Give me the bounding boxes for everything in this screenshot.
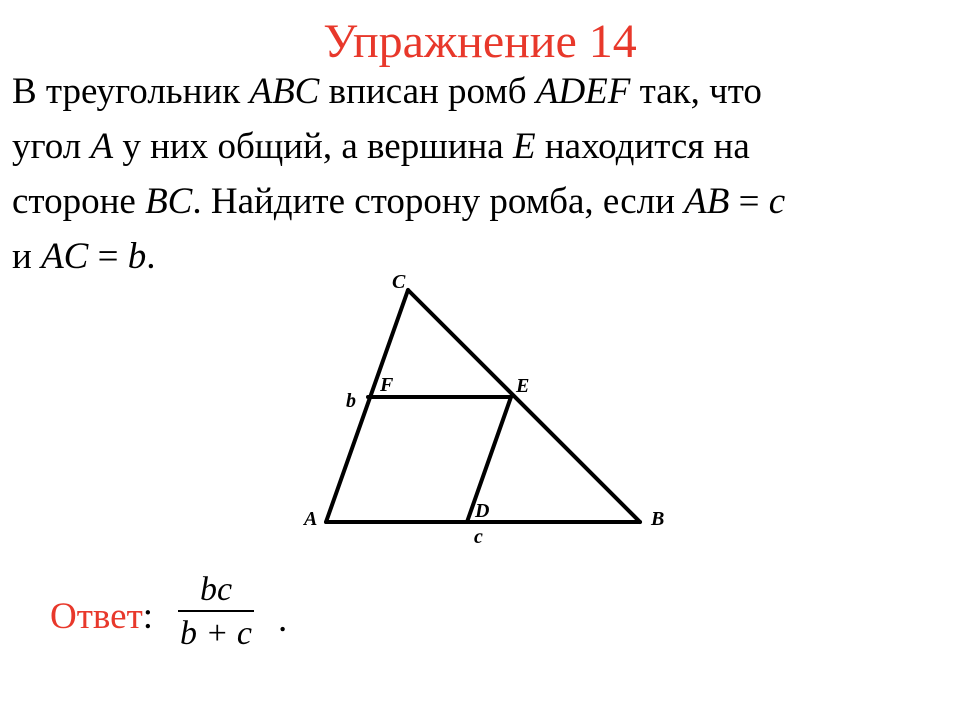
- fraction-numerator: bc: [199, 571, 233, 608]
- vertex-label-a: A: [304, 508, 318, 530]
- problem-line-2: угол A у них общий, а вершина E находится на: [12, 126, 750, 167]
- problem-line-1: В треугольник ABC вписан ромб ADEF так, что: [12, 71, 762, 112]
- answer-fraction: [178, 570, 254, 654]
- problem-line-4: и AC = b.: [12, 236, 156, 277]
- fraction-denominator: b + c: [179, 615, 253, 652]
- vertex-label-b: B: [651, 508, 665, 530]
- fraction-bar: [178, 610, 254, 612]
- side-bc: [408, 290, 640, 522]
- side-label-b: b: [346, 390, 356, 412]
- problem-line-3: стороне BC. Найдите сторону ромба, если AB = c: [12, 181, 786, 222]
- answer-period: .: [278, 599, 288, 640]
- slide-title: Упражнение 14: [323, 15, 637, 68]
- segment-de: [467, 397, 511, 522]
- answer-colon: :: [142, 596, 154, 637]
- answer-label: Ответ: [50, 596, 143, 637]
- side-label-c: c: [474, 526, 483, 548]
- vertex-label-c: C: [392, 271, 406, 293]
- side-ac: [326, 290, 408, 522]
- answer-line: [50, 595, 153, 639]
- vertex-label-d: D: [475, 500, 490, 522]
- vertex-label-e: E: [516, 375, 530, 397]
- vertex-label-f: F: [380, 374, 394, 396]
- problem-statement: [12, 64, 934, 284]
